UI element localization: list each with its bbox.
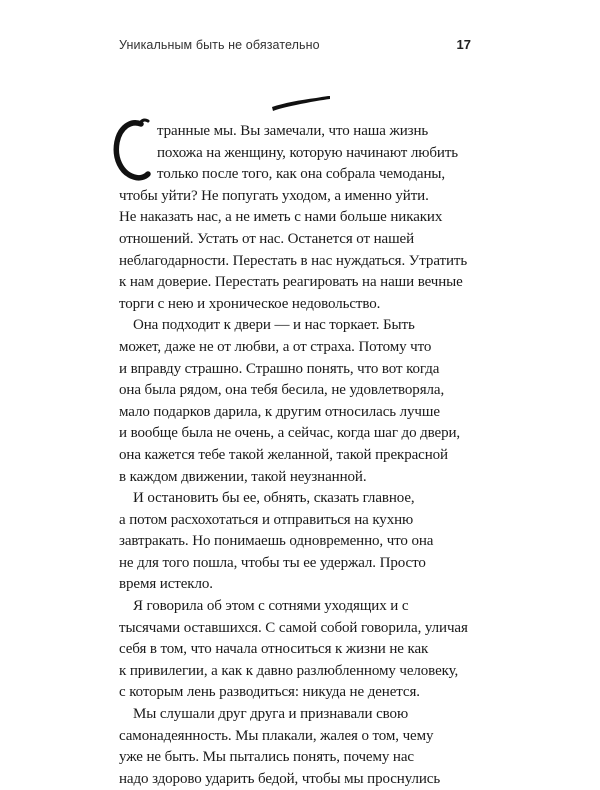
text-line: она кажется тебе такой желанной, такой прекрасной — [119, 446, 448, 463]
text-line: с которым лень разводиться: никуда не денется. — [119, 684, 420, 701]
text-line: время истекло. — [119, 576, 213, 593]
text-line: а потом расхохотаться и отправиться на кухню — [119, 511, 414, 528]
page-header — [119, 38, 471, 58]
text-line: не для того пошла, чтобы ты ее удержал. Просто — [119, 554, 426, 571]
text-line: Я говорила об этом с сотнями уходящих и с — [133, 598, 409, 615]
text-line: И остановить бы ее, обнять, сказать главное, — [133, 490, 415, 507]
text-line: и вправду страшно. Страшно понять, что вот когда — [119, 360, 440, 377]
text-line: неблагодарности. Перестать в нас нуждаться. Утратить — [119, 252, 468, 269]
text-line: Не наказать нас, а не иметь с нами больше никаких — [119, 209, 443, 226]
text-line: торги с нею и хроническое недовольство. — [119, 295, 381, 312]
text-line: Мы слушали друг друга и признавали свою — [133, 706, 409, 723]
text-line: самонадеянность. Мы плакали, жалея о том, чему — [119, 727, 434, 744]
body-text — [119, 121, 479, 790]
text-line: может, даже не от любви, а от страха. Потому что — [119, 338, 432, 355]
text-line: мало подарков дарила, к другим относилась лучше — [119, 403, 440, 420]
text-line: похожа на женщину, которую начинают любить — [157, 144, 459, 161]
text-line: транные мы. Вы замечали, что наша жизнь — [157, 123, 429, 139]
text-line: она была рядом, она тебя бесила, не удовлетворяла, — [119, 382, 445, 399]
text-line: уже не быть. Мы пытались понять, почему нас — [119, 749, 414, 766]
text-line: к привилегии, а как к давно разлюбленному человеку, — [119, 662, 459, 679]
text-line: только после того, как она собрала чемоданы, — [157, 166, 446, 183]
page-number: 17 — [456, 37, 471, 52]
text-line: Она подходит к двери — и нас торкает. Быть — [133, 317, 415, 334]
text-line: себя в том, что начала относиться к жизни не как — [119, 641, 429, 658]
text-line: к нам доверие. Перестать реагировать на наши вечные — [119, 274, 463, 291]
text-line: в каждом движении, такой неузнанной. — [119, 468, 367, 485]
text-line: тысячами оставшихся. С самой собой говорила, уличая — [119, 619, 468, 636]
text-line: и вообще была не очень, а сейчас, когда шаг до двери, — [119, 425, 461, 442]
running-title: Уникальным быть не обязательно — [119, 38, 320, 52]
text-line: чтобы уйти? Не попугать уходом, а именно уйти. — [119, 187, 429, 204]
text-line: надо здорово ударить бедой, чтобы мы проснулись — [119, 770, 441, 787]
text-line: отношений. Устать от нас. Останется от нашей — [119, 230, 414, 247]
dash-ornament — [270, 90, 332, 116]
text-line: завтракать. Но понимаешь одновременно, что она — [119, 533, 434, 550]
